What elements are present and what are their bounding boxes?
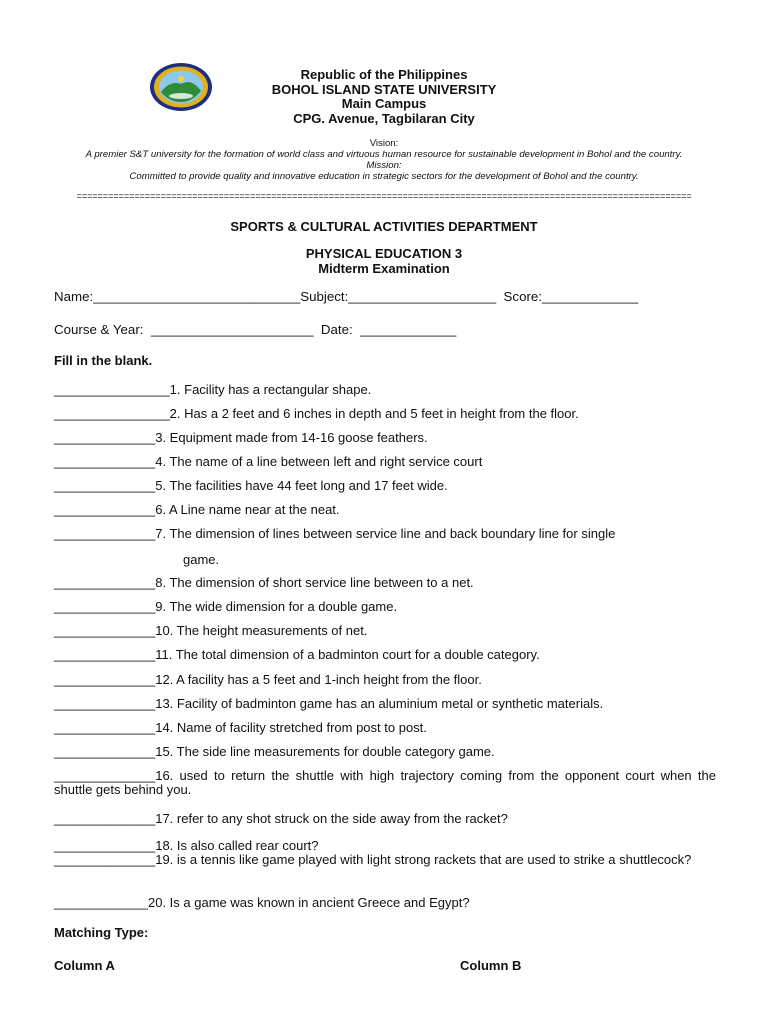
department-title: SPORTS & CULTURAL ACTIVITIES DEPARTMENT (230, 219, 538, 234)
subject-title: PHYSICAL EDUCATION 3 (305, 246, 463, 261)
matching-type-title: Matching Type: (54, 925, 149, 940)
question-item: ______________11. The total dimension of a badminton court for a double category. (54, 647, 540, 662)
question-item: ______________19. is a tennis like game played with light strong rackets that are used to strike a shuttlecock? (54, 852, 692, 867)
vision-label: Vision: (369, 138, 399, 149)
separator-line: ===================================================================================================================== (76, 191, 692, 202)
exam-title: Midterm Examination (318, 260, 450, 276)
university-name: BOHOL ISLAND STATE UNIVERSITY (271, 81, 497, 97)
question-item: ______________14. Name of facility stretched from post to post. (54, 720, 427, 735)
campus-line: Main Campus (341, 96, 427, 111)
column-b-header: Column B (460, 958, 522, 973)
country-line: Republic of the Philippines (300, 67, 468, 82)
document-header (0, 68, 768, 126)
question-item: ______________18. Is also called rear court? (54, 838, 319, 853)
question-item: ______________5. The facilities have 44 feet long and 17 feet wide. (54, 478, 448, 493)
question-item: _____________20. Is a game was known in ancient Greece and Egypt? (54, 895, 470, 910)
mission-label: Mission: (366, 160, 402, 171)
vision-text: A premier S&T university for the formation of world class and virtuous human resource for sustainable development in Bohol and the country. (85, 149, 683, 160)
question-item: ______________3. Equipment made from 14-16 goose feathers. (54, 430, 428, 445)
question-item: ______________17. refer to any shot struck on the side away from the racket? (54, 811, 508, 826)
question-item: ________________2. Has a 2 feet and 6 inches in depth and 5 feet in height from the floor. (54, 406, 579, 421)
mission-text: Committed to provide quality and innovative education in strategic sectors for the development of Bohol and the country. (129, 171, 639, 182)
question-item: ______________15. The side line measurements for double category game. (54, 744, 495, 759)
question-item: ______________9. The wide dimension for a double game. (54, 599, 398, 614)
question-item: ______________6. A Line name near at the neat. (54, 502, 340, 517)
column-a-header: Column A (54, 958, 115, 973)
question-continuation: game. (183, 552, 220, 567)
question-item: ______________4. The name of a line between left and right service court (54, 454, 483, 469)
question-item: ______________13. Facility of badminton game has an aluminium metal or synthetic materials. (54, 696, 604, 711)
address-line: CPG. Avenue, Tagbilaran City (293, 110, 475, 126)
subject-block (0, 247, 768, 276)
question-item: ______________12. A facility has a 5 feet and 1-inch height from the floor. (54, 672, 482, 687)
question-item: ______________7. The dimension of lines between service line and back boundary line for single (54, 526, 616, 541)
question-item: ______________16. used to return the shuttle with high trajectory coming from the opponent court when the shuttle gets behind you. (54, 768, 716, 797)
course-date-line[interactable]: Course & Year: ______________________ Date: _____________ (54, 322, 457, 337)
fill-in-blank-instruction: Fill in the blank. (54, 353, 153, 368)
question-item: ______________10. The height measurements of net. (54, 623, 368, 638)
question-item: ______________8. The dimension of short service line between to a net. (54, 575, 474, 590)
vision-mission-block (50, 138, 718, 182)
name-subject-score-line[interactable]: Name:____________________________Subject:____________________ Score:_____________ (54, 289, 639, 304)
question-item: ________________1. Facility has a rectangular shape. (54, 382, 372, 397)
